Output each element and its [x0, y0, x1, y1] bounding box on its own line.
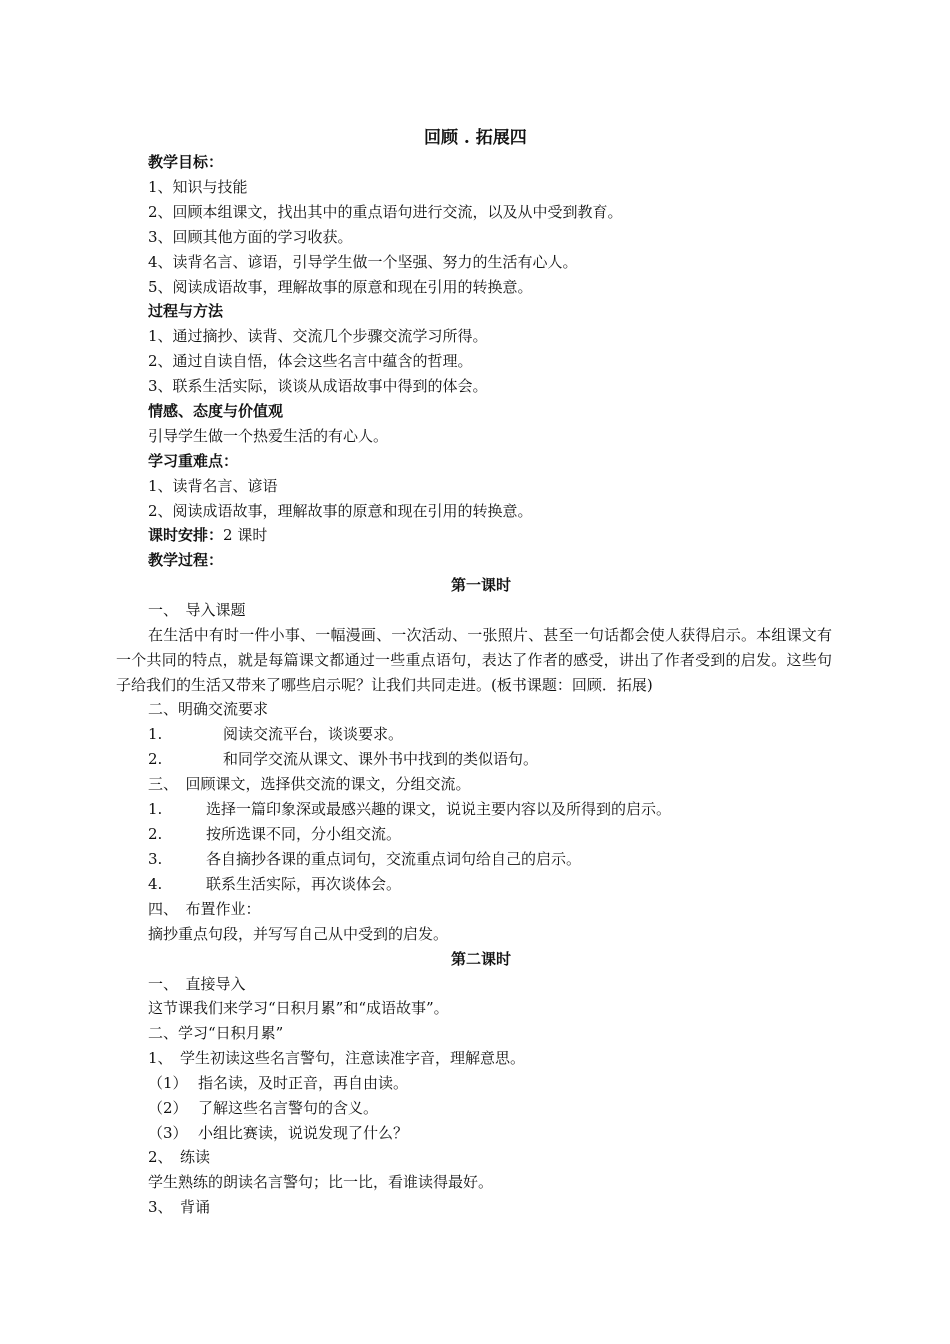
list-number: 2.	[148, 750, 163, 768]
process-item: 3、联系生活实际，谈谈从成语故事中得到的体会。	[148, 377, 488, 395]
goal-item: 3、回顾其他方面的学习收获。	[148, 228, 353, 246]
list-item	[148, 824, 401, 844]
sub-list-item	[148, 1098, 378, 1118]
list-number: 1.	[148, 725, 163, 743]
list-item: 3、 背诵	[148, 1198, 211, 1216]
sub-list-number: （1）	[148, 1074, 188, 1092]
list-text: 联系生活实际，再次谈体会。	[206, 875, 402, 893]
sub-list-text: 指名读，及时正音，再自由读。	[198, 1074, 409, 1092]
schedule-label: 课时安排：	[148, 526, 224, 544]
sub-list-item	[148, 1123, 408, 1143]
sub-list-text: 小组比赛读，说说发现了什么？	[198, 1124, 409, 1142]
schedule-value: 2 课时	[223, 526, 268, 544]
list-item: 1、 学生初读这些名言警句，注意读准字音，理解意思。	[148, 1049, 526, 1067]
lesson2-section-2: 二、学习“日积月累”	[148, 1024, 284, 1042]
list-item	[148, 724, 403, 744]
lesson1-section-4: 四、 布置作业：	[148, 900, 261, 918]
lesson1-section-1: 一、 导入课题	[148, 601, 246, 619]
list-item	[148, 849, 581, 869]
key-points-heading: 学习重难点：	[148, 452, 239, 470]
process-item: 2、通过自读自悟，体会这些名言中蕴含的哲理。	[148, 352, 473, 370]
lesson1-heading: 第一课时	[450, 576, 511, 594]
goal-item: 4、读背名言、谚语，引导学生做一个坚强、努力的生活有心人。	[148, 253, 578, 271]
process-heading: 过程与方法	[148, 302, 224, 320]
list-number: 4.	[148, 875, 163, 893]
lesson2-section-1: 一、 直接导入	[148, 975, 246, 993]
list-item: 2、 练读	[148, 1148, 211, 1166]
lesson2-heading: 第二课时	[450, 950, 511, 968]
practice-text: 学生熟练的朗读名言警句；比一比，看谁读得最好。	[148, 1173, 494, 1191]
list-item	[148, 749, 538, 769]
goal-item: 2、回顾本组课文，找出其中的重点语句进行交流，以及从中受到教育。	[148, 203, 623, 221]
goals-heading: 教学目标：	[148, 153, 224, 171]
homework-text: 摘抄重点句段，并写写自己从中受到的启发。	[148, 925, 449, 943]
key-point-item: 2、阅读成语故事，理解故事的原意和现在引用的转换意。	[148, 502, 533, 520]
sub-list-item	[148, 1073, 408, 1093]
emotion-heading: 情感、态度与价值观	[148, 402, 284, 420]
key-point-item: 1、读背名言、谚语	[148, 477, 278, 495]
lesson1-section-2: 二、明确交流要求	[148, 700, 269, 718]
list-text: 按所选课不同，分小组交流。	[206, 825, 402, 843]
emotion-text: 引导学生做一个热爱生活的有心人。	[148, 427, 389, 445]
procedure-heading: 教学过程：	[148, 551, 224, 569]
document-title: 回顾 . 拓展四	[424, 128, 527, 148]
schedule-line	[148, 525, 267, 545]
goal-item: 1、知识与技能	[148, 178, 248, 196]
lesson2-intro-text: 这节课我们来学习“日积月累”和“成语故事”。	[148, 999, 449, 1017]
sub-list-text: 了解这些名言警句的含义。	[198, 1099, 379, 1117]
sub-list-number: （3）	[148, 1124, 188, 1142]
lesson1-section-3: 三、 回顾课文，选择供交流的课文，分组交流。	[148, 775, 471, 793]
list-text: 选择一篇印象深或最感兴趣的课文，说说主要内容以及所得到的启示。	[206, 800, 672, 818]
goal-item: 5、阅读成语故事，理解故事的原意和现在引用的转换意。	[148, 278, 533, 296]
list-text: 各自摘抄各课的重点词句，交流重点词句给自己的启示。	[206, 850, 582, 868]
list-text: 阅读交流平台，谈谈要求。	[223, 725, 404, 743]
list-number: 1.	[148, 800, 163, 818]
sub-list-number: （2）	[148, 1099, 188, 1117]
list-text: 和同学交流从课文、课外书中找到的类似语句。	[223, 750, 539, 768]
process-item: 1、通过摘抄、读背、交流几个步骤交流学习所得。	[148, 327, 488, 345]
list-item	[148, 799, 671, 819]
lesson1-intro-paragraph: 在生活中有时一件小事、一幅漫画、一次活动、一张照片、甚至一句话都会使人获得启示。本组课文有一个共同的特点，就是每篇课文都通过一些重点语句，表达了作者的感受，讲出了作者受到的启发。这些句子给我们的生活又带来了哪些启示呢？让我们共同走进。(板书课题：回顾．拓展)	[116, 626, 832, 694]
list-item	[148, 874, 401, 894]
list-number: 2.	[148, 825, 163, 843]
list-number: 3.	[148, 850, 163, 868]
